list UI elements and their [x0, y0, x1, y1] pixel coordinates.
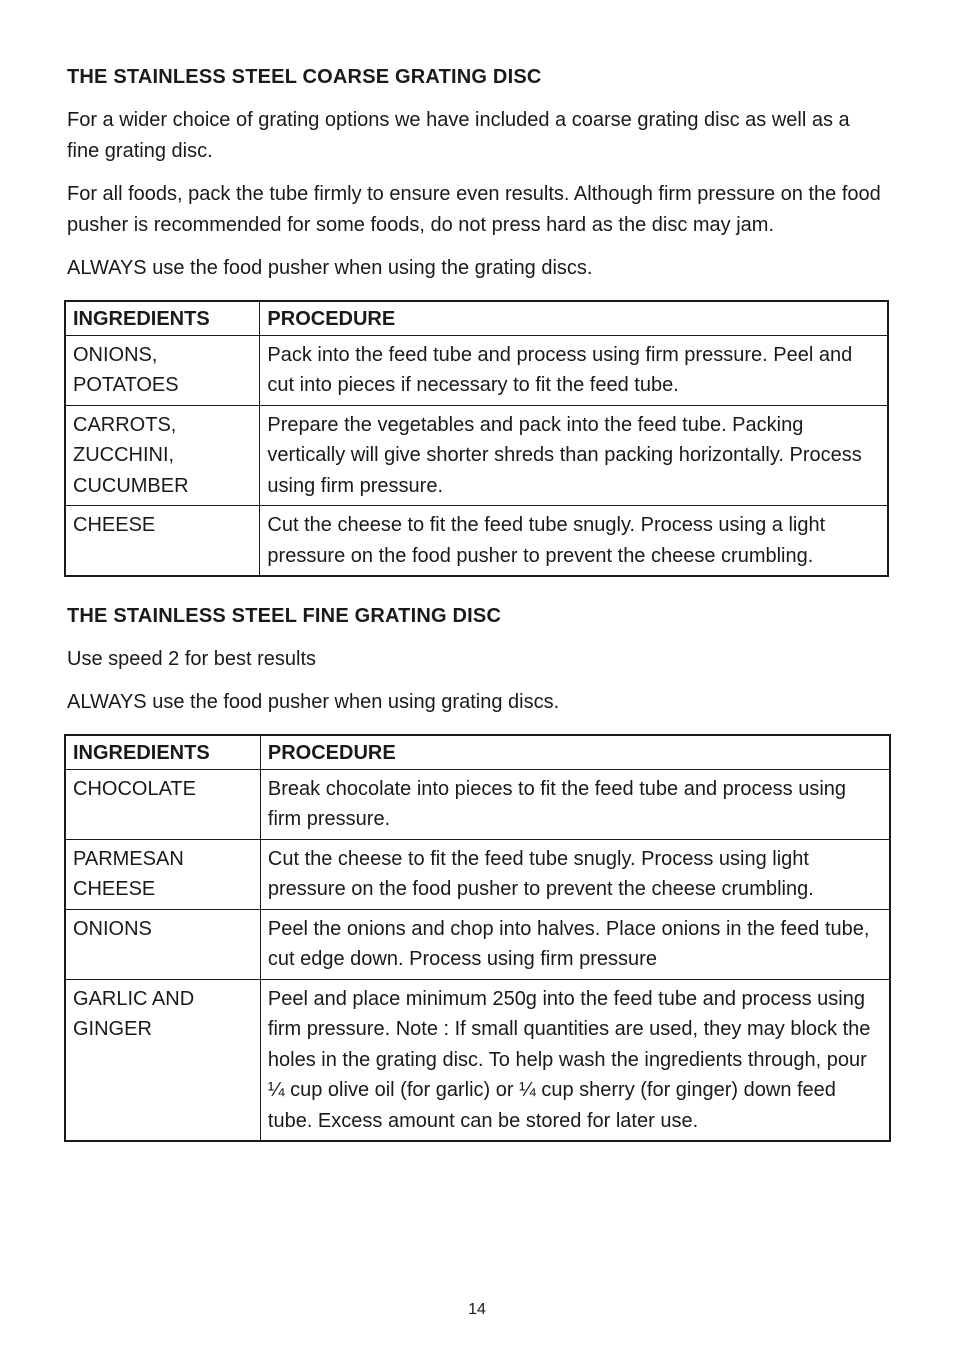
fine-pusher-note: ALWAYS use the food pusher when using grating discs. — [67, 691, 560, 713]
table-header-row — [65, 735, 890, 769]
table-row — [65, 405, 888, 506]
ingredient-cell — [65, 839, 260, 909]
ingredient-cell — [65, 909, 260, 979]
ingredient-line: CARROTS, — [73, 413, 177, 436]
ingredient-cell — [65, 506, 260, 577]
procedure-column-header: PROCEDURE — [260, 735, 890, 769]
ingredient-line: PARMESAN — [73, 847, 184, 870]
coarse-disc-heading: THE STAINLESS STEEL COARSE GRATING DISC — [67, 66, 542, 88]
ingredient-cell — [65, 979, 260, 1141]
coarse-procedure-table — [64, 300, 889, 577]
table-row — [65, 506, 888, 577]
procedure-cell: Prepare the vegetables and pack into the feed tube. Packing vertically will give shorter shreds than packing horizontally. Process using firm pressure. — [260, 405, 888, 506]
table-row — [65, 839, 890, 909]
procedure-cell: Cut the cheese to fit the feed tube snugly. Process using light pressure on the food pusher to prevent the cheese crumbling. — [260, 839, 890, 909]
procedure-cell: Cut the cheese to fit the feed tube snugly. Process using a light pressure on the food pusher to prevent the cheese crumbling. — [260, 506, 888, 577]
fine-speed-note: Use speed 2 for best results — [67, 648, 317, 670]
procedure-cell: Break chocolate into pieces to fit the feed tube and process using firm pressure. — [260, 769, 890, 839]
ingredient-line: ONIONS, — [73, 343, 158, 366]
ingredient-cell — [65, 335, 260, 405]
procedure-cell: Pack into the feed tube and process using firm pressure. Peel and cut into pieces if necessary to fit the feed tube. — [260, 335, 888, 405]
table-row — [65, 335, 888, 405]
ingredient-line: GINGER — [73, 1018, 152, 1040]
ingredient-line: POTATOES — [73, 374, 179, 396]
page-number: 14 — [468, 1301, 486, 1318]
ingredient-line: ONIONS — [73, 917, 152, 940]
table-row — [65, 769, 890, 839]
ingredient-line: CHEESE — [73, 878, 156, 900]
ingredient-cell — [65, 769, 260, 839]
table-row — [65, 909, 890, 979]
ingredient-line: GARLIC AND — [73, 987, 195, 1010]
coarse-pressure-paragraph: For all foods, pack the tube firmly to ensure even results. Although firm pressure on the food pusher is recommended for some foods, do not press hard as the disc may jam. — [67, 183, 881, 236]
coarse-pusher-note: ALWAYS use the food pusher when using the grating discs. — [67, 257, 593, 279]
table-row — [65, 979, 890, 1141]
ingredient-line: CUCUMBER — [73, 474, 189, 497]
ingredient-line: CHOCOLATE — [73, 777, 196, 800]
ingredients-column-header: INGREDIENTS — [65, 735, 260, 769]
coarse-intro-paragraph: For a wider choice of grating options we have included a coarse grating disc as well as a fine grating disc. — [67, 109, 850, 162]
ingredients-column-header: INGREDIENTS — [65, 301, 260, 335]
ingredient-line: CHEESE — [73, 514, 156, 536]
ingredient-cell — [65, 405, 260, 506]
table-header-row — [65, 301, 888, 335]
procedure-column-header: PROCEDURE — [260, 301, 888, 335]
fine-disc-heading: THE STAINLESS STEEL FINE GRATING DISC — [67, 605, 502, 627]
procedure-cell: Peel the onions and chop into halves. Place onions in the feed tube, cut edge down. Process using firm pressure — [260, 909, 890, 979]
procedure-cell: Peel and place minimum 250g into the feed tube and process using firm pressure. Note : If small quantities are used, they may block the holes in the grating disc. To help wash the ingredients through, pour ¼ cup olive oil (for garlic) or ¼ cup sherry (for ginger) down feed tube. Excess amount can be stored for later use. — [260, 979, 890, 1141]
fine-procedure-table — [64, 734, 891, 1142]
ingredient-line: ZUCCHINI, — [73, 444, 175, 466]
